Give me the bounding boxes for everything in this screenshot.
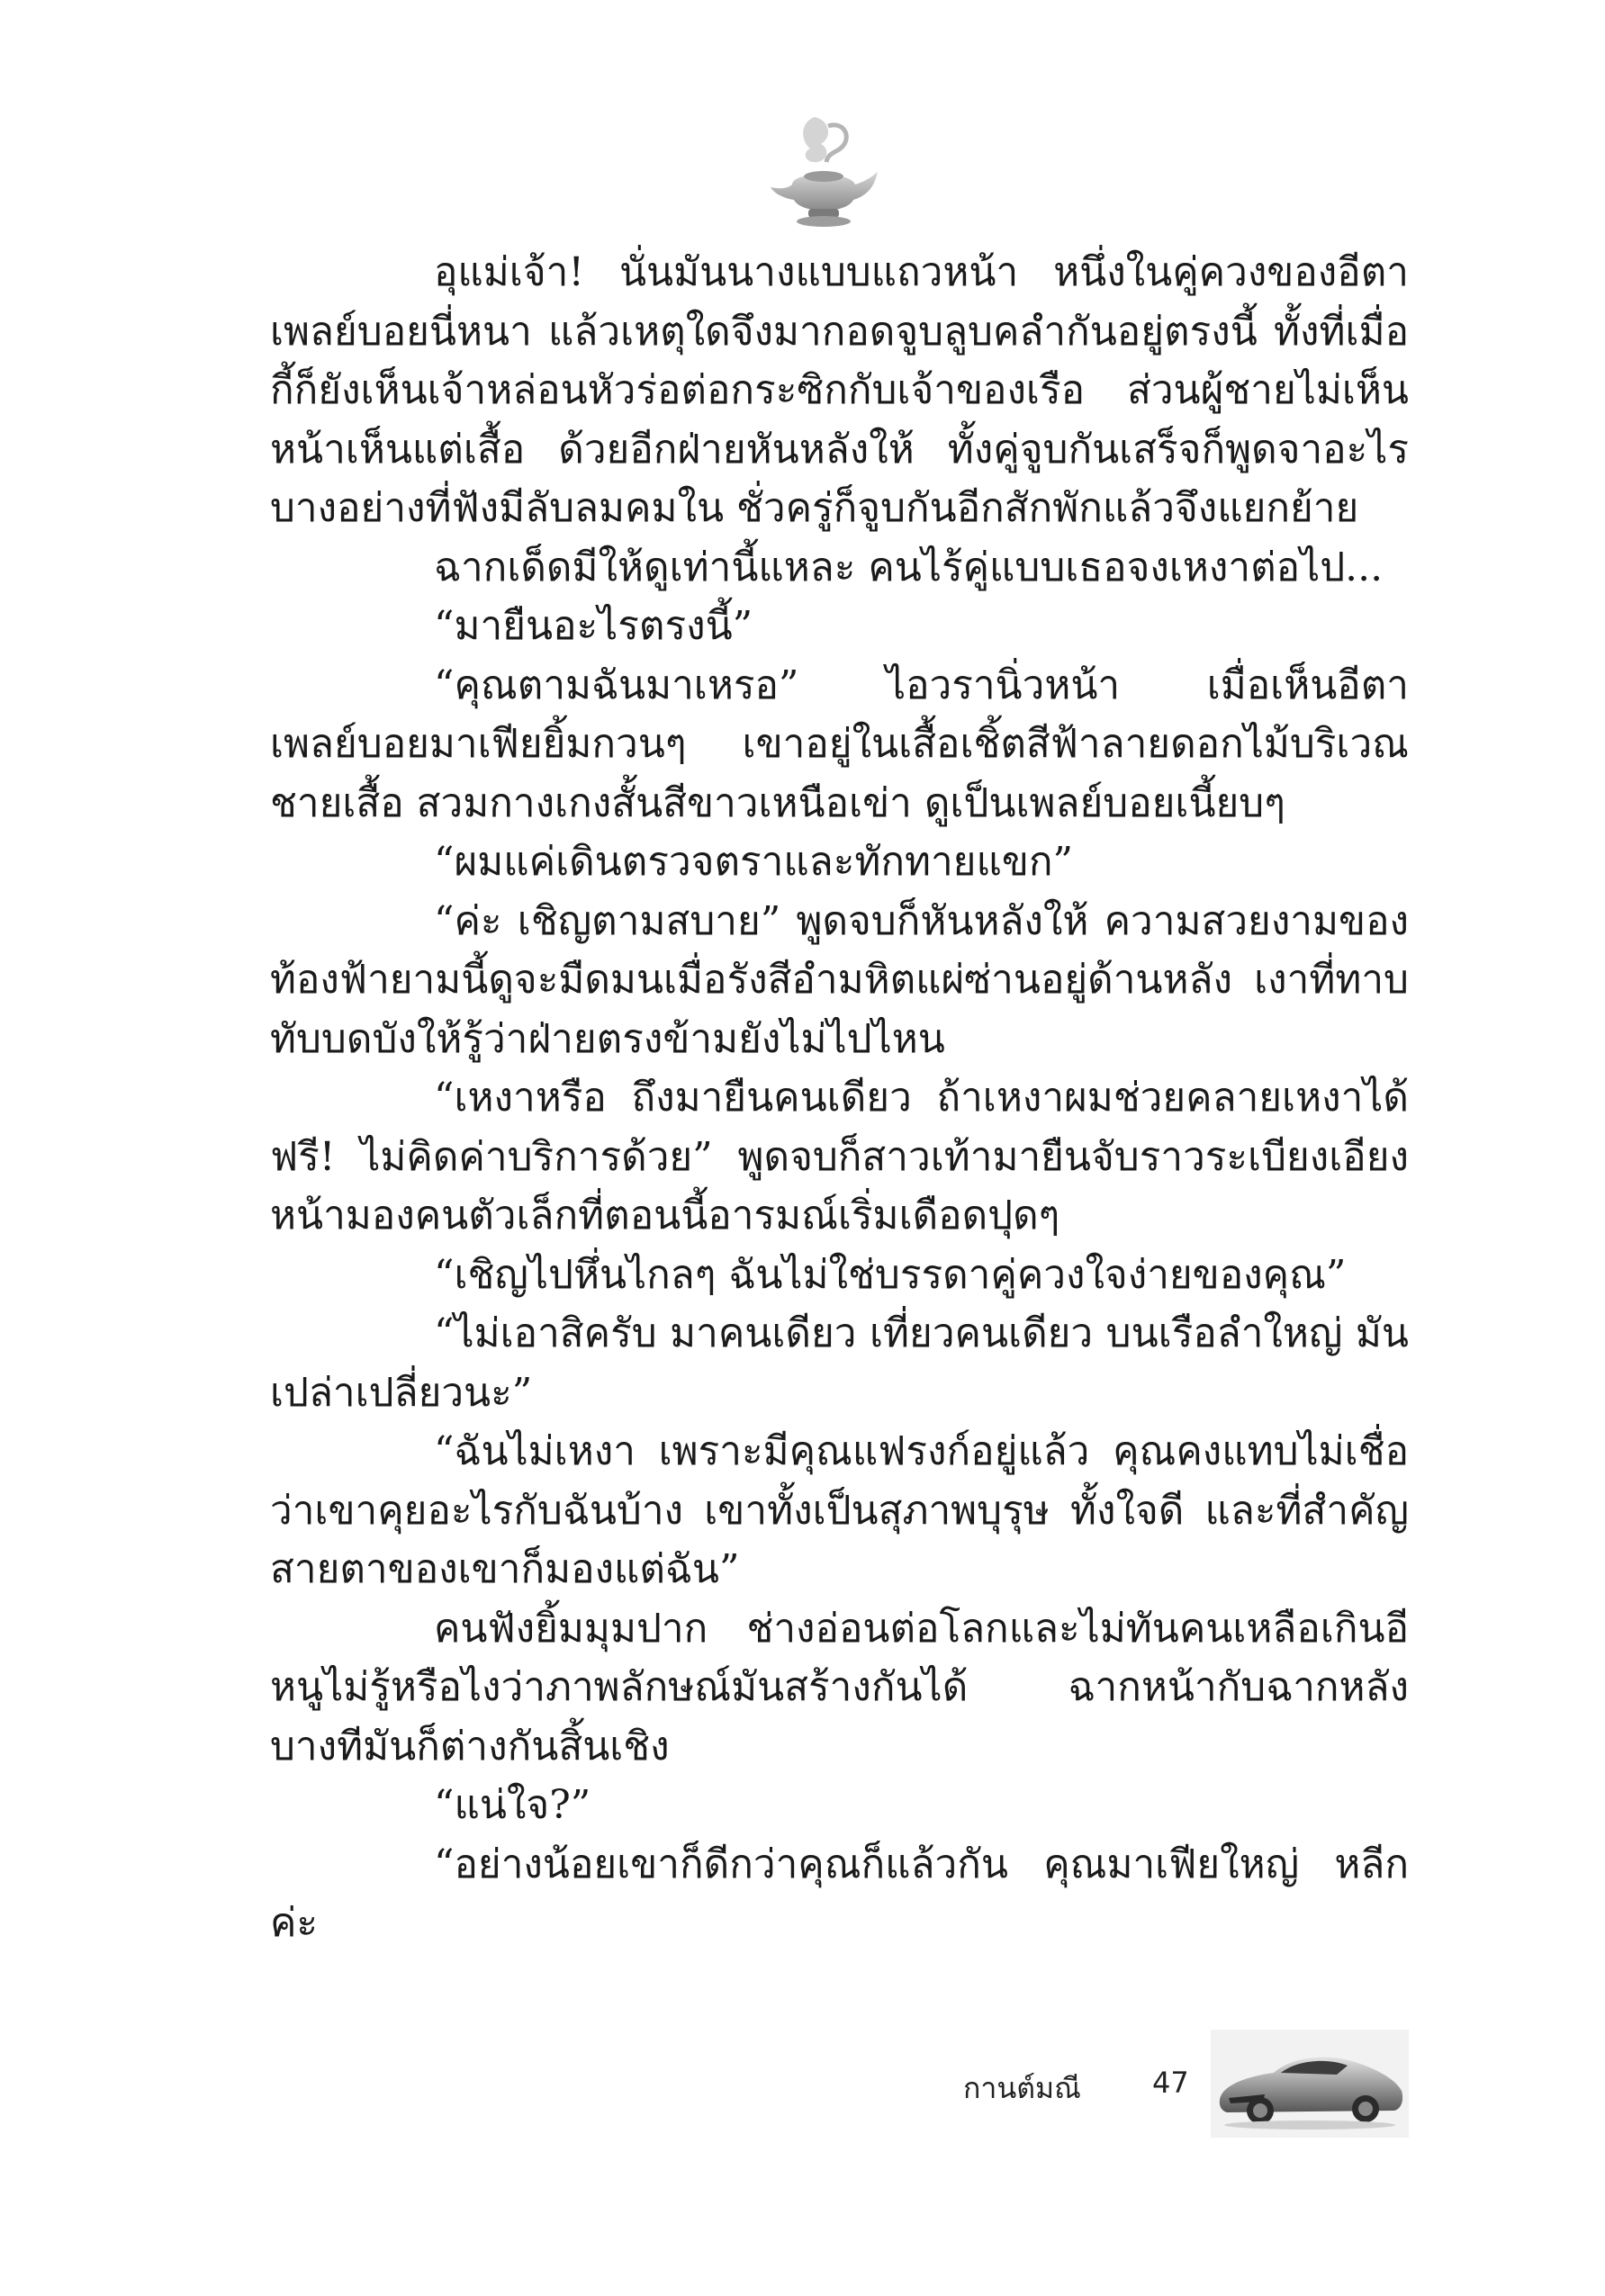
paragraph: “ค่ะ เชิญตามสบาย” พูดจบก็หันหลังให้ ความสวยงามของท้องฟ้ายามนี้ดูจะมืดมนเมื่อรังสีอำมหิตแผ่ซ่านอยู่ด้านหลัง เงาที่ทาบทับบดบังให้รู้ว่าฝ่ายตรงข้ามยังไม่ไปไหน xyxy=(270,897,1409,1062)
paragraph: “เหงาหรือ ถึงมายืนคนเดียว ถ้าเหงาผมช่วยคลายเหงาได้ ฟรี! ไม่คิดค่าบริการด้วย” พูดจบก็สาวเท้ามายืนจับราวระเบียงเอียงหน้ามองคนตัวเล็กที่ตอนนี้อารมณ์เริ่มเดือดปุดๆ xyxy=(270,1075,1409,1238)
paragraph: “แน่ใจ?” xyxy=(434,1782,591,1828)
paragraph: “อย่างน้อยเขาก็ดีกว่าคุณก็แล้วกัน คุณมาเฟียใหญ่ หลีกค่ะ xyxy=(270,1841,1409,1946)
paragraph: อุแม่เจ้า! นั่นมันนางแบบแถวหน้า หนึ่งในคู่ควงของอีตาเพลย์บอยนี่หนา แล้วเหตุใดจึงมากอดจูบลูบคลำกันอยู่ตรงนี้ ทั้งที่เมื่อกี้ก็ยังเห็นเจ้าหล่อนหัวร่อต่อกระซิกกับเจ้าของเรือ ส่วนผู้ชายไม่เห็นหน้าเห็นแต่เสื้อ ด้วยอีกฝ่ายหันหลังให้ ทั้งคู่จูบกันเสร็จก็พูดจาอะไรบางอย่างที่ฟังมีลับลมคมใน ชั่วครู่ก็จูบกันอีกสักพักแล้วจึงแยกย้าย xyxy=(270,249,1409,531)
paragraph: “ผมแค่เดินตรวจตราและทักทายแขก” xyxy=(434,839,1074,885)
paragraph: “ไม่เอาสิครับ มาคนเดียว เที่ยวคนเดียว บนเรือลำใหญ่ มันเปล่าเปลี่ยวนะ” xyxy=(270,1310,1409,1416)
paragraph: “เชิญไปหึ่นไกลๆ ฉันไม่ใช่บรรดาคู่ควงใจง่ายของคุณ” xyxy=(434,1251,1347,1298)
paragraph: “ฉันไม่เหงา เพราะมีคุณแฟรงก์อยู่แล้ว คุณคงแทบไม่เชื่อว่าเขาคุยอะไรกับฉันบ้าง เขาทั้งเป็นสุภาพบุรุษ ทั้งใจดี และที่สำคัญ สายตาของเขาก็มองแต่ฉัน” xyxy=(270,1428,1409,1592)
paragraph: คนฟังยิ้มมุมปาก ช่างอ่อนต่อโลกและไม่ทันคนเหลือเกินอีหนูไม่รู้หรือไงว่าภาพลักษณ์มันสร้างกันได้ ฉากหน้ากับฉากหลังบางทีมันก็ต่างกันสิ้นเชิง xyxy=(270,1605,1409,1769)
sports-car-icon xyxy=(1211,2030,1409,2138)
body-text xyxy=(270,243,1409,1953)
genie-lamp-icon xyxy=(765,108,882,234)
paragraph: “มายืนอะไรตรงนี้” xyxy=(434,603,753,649)
paragraph: “คุณตามฉันมาเหรอ” ไอวรานิ่วหน้า เมื่อเห็นอีตาเพลย์บอยมาเฟียยิ้มกวนๆ เขาอยู่ในเสื้อเชิ้ตสีฟ้าลายดอกไม้บริเวณชายเสื้อ สวมกางเกงสั้นสีขาวเหนือเข่า ดูเป็นเพลย์บอยเนี้ยบๆ xyxy=(270,662,1409,826)
footer-author: กานต์มณี xyxy=(963,2071,1081,2105)
paragraph: ฉากเด็ดมีให้ดูเท่านี้แหละ คนไร้คู่แบบเธอจงเหงาต่อไป... xyxy=(434,544,1384,590)
page-number: 47 xyxy=(1152,2066,1189,2100)
